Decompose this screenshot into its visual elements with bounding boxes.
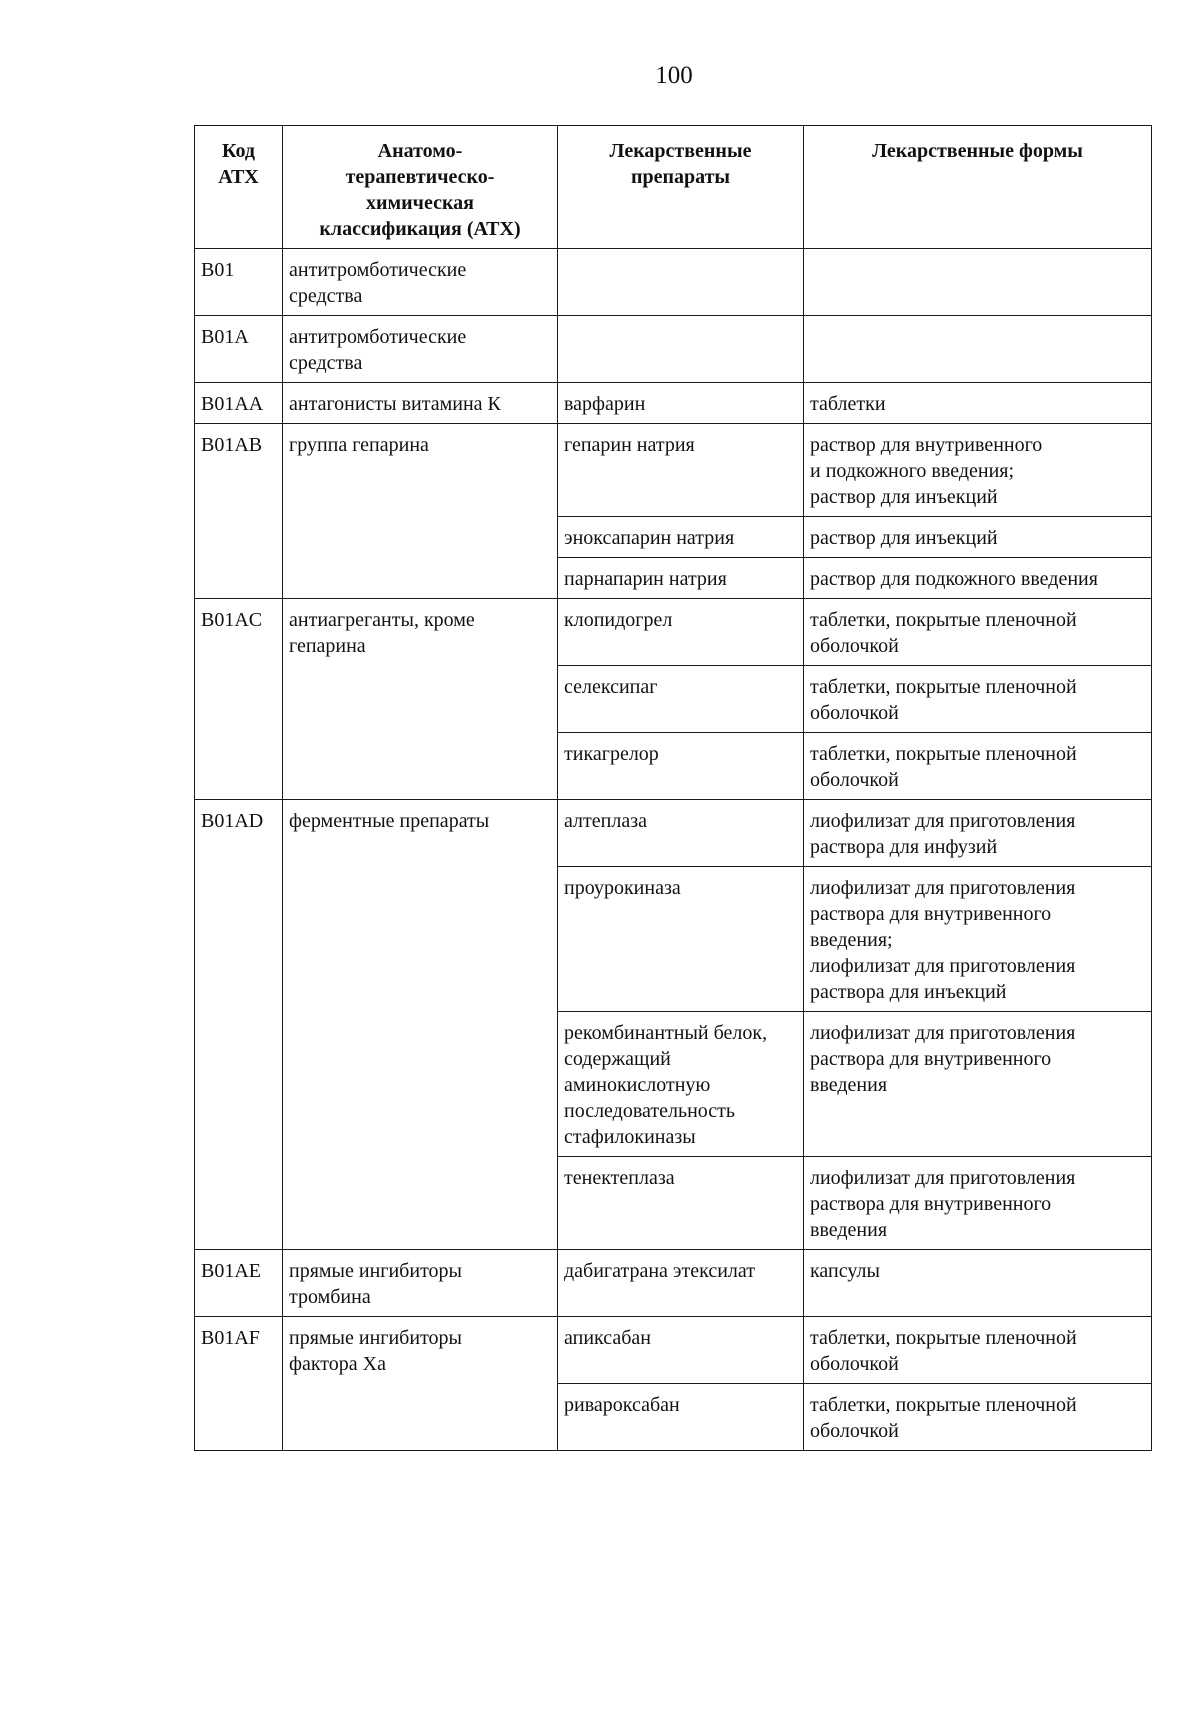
dosage-form-line: лиофилизат для приготовления — [810, 810, 1076, 832]
header-drugs — [558, 126, 804, 249]
drug-name-line: рекомбинантный белок, — [564, 1022, 768, 1044]
dosage-form-line: лиофилизат для приготовления — [810, 955, 1076, 977]
classification-cell — [283, 1250, 558, 1317]
atx-code-cell: B01A — [195, 316, 283, 383]
header-forms — [804, 126, 1152, 249]
table-row — [195, 1317, 1152, 1384]
dosage-form-line: оболочкой — [810, 1353, 899, 1375]
classification-line: группа гепарина — [289, 434, 429, 456]
dosage-form-line: раствора для внутривенного — [810, 903, 1052, 925]
dosage-form-cell — [804, 800, 1152, 867]
dosage-form-line: лиофилизат для приготовления — [810, 1167, 1076, 1189]
dosage-form-line: раствор для подкожного введения — [810, 568, 1098, 590]
table-body — [195, 249, 1152, 1451]
dosage-form-cell — [804, 867, 1152, 1012]
header-line: Анатомо- — [377, 140, 463, 162]
header-classification — [283, 126, 558, 249]
drug-name-cell — [558, 517, 804, 558]
dosage-form-cell — [804, 1250, 1152, 1317]
atx-code-cell: B01AA — [195, 383, 283, 424]
atx-code-cell: B01AF — [195, 1317, 283, 1451]
dosage-form-line: лиофилизат для приготовления — [810, 877, 1076, 899]
dosage-form-line: раствор для инъекций — [810, 486, 998, 508]
classification-cell — [283, 800, 558, 1250]
dosage-form-cell — [804, 558, 1152, 599]
header-line: АТХ — [218, 166, 259, 188]
table-row — [195, 316, 1152, 383]
dosage-form-cell — [804, 316, 1152, 383]
classification-cell — [283, 599, 558, 800]
table-row — [195, 383, 1152, 424]
table-row — [195, 1250, 1152, 1317]
dosage-form-line: лиофилизат для приготовления — [810, 1022, 1076, 1044]
dosage-form-cell — [804, 1012, 1152, 1157]
classification-line: тромбина — [289, 1286, 371, 1308]
drug-name-cell — [558, 666, 804, 733]
atx-code-cell: B01AE — [195, 1250, 283, 1317]
drug-name-line: тенектеплаза — [564, 1167, 675, 1189]
drug-name-line: стафилокиназы — [564, 1126, 696, 1148]
dosage-form-line: таблетки, покрытые пленочной — [810, 1327, 1077, 1349]
table-row — [195, 249, 1152, 316]
drug-name-cell — [558, 558, 804, 599]
dosage-form-cell — [804, 733, 1152, 800]
drug-name-line: алтеплаза — [564, 810, 647, 832]
classification-cell — [283, 383, 558, 424]
drug-name-line: содержащий — [564, 1048, 671, 1070]
drug-name-cell — [558, 733, 804, 800]
drug-name-line: гепарин натрия — [564, 434, 695, 456]
drug-name-line: ривароксабан — [564, 1394, 680, 1416]
table-row — [195, 800, 1152, 867]
dosage-form-line: и подкожного введения; — [810, 460, 1015, 482]
atx-code-cell: B01 — [195, 249, 283, 316]
classification-cell — [283, 424, 558, 599]
dosage-form-line: таблетки, покрытые пленочной — [810, 676, 1077, 698]
dosage-form-line: раствор для внутривенного — [810, 434, 1043, 456]
dosage-form-cell — [804, 599, 1152, 666]
classification-line: средства — [289, 285, 363, 307]
header-code — [195, 126, 283, 249]
dosage-form-cell — [804, 517, 1152, 558]
classification-cell — [283, 316, 558, 383]
classification-line: антитромботические — [289, 259, 467, 281]
drug-name-line: эноксапарин натрия — [564, 527, 735, 549]
drug-name-line: последовательность — [564, 1100, 736, 1122]
dosage-form-line: раствор для инъекций — [810, 527, 998, 549]
drug-name-cell — [558, 316, 804, 383]
dosage-form-cell — [804, 249, 1152, 316]
header-line: Лекарственные формы — [872, 140, 1083, 162]
dosage-form-line: таблетки, покрытые пленочной — [810, 743, 1077, 765]
drug-name-cell — [558, 249, 804, 316]
dosage-form-line: раствора для внутривенного — [810, 1048, 1052, 1070]
dosage-form-cell — [804, 1157, 1152, 1250]
dosage-form-cell — [804, 383, 1152, 424]
dosage-form-line: раствора для инъекций — [810, 981, 1007, 1003]
drug-name-line: варфарин — [564, 393, 646, 415]
dosage-form-line: таблетки — [810, 393, 886, 415]
drug-name-cell — [558, 599, 804, 666]
drug-name-cell — [558, 1250, 804, 1317]
classification-cell — [283, 249, 558, 316]
header-line: классификация (АТХ) — [319, 218, 521, 240]
drug-name-cell — [558, 867, 804, 1012]
dosage-form-line: оболочкой — [810, 702, 899, 724]
dosage-form-line: раствора для инфузий — [810, 836, 998, 858]
atx-table — [194, 125, 1152, 1451]
dosage-form-cell — [804, 666, 1152, 733]
atx-code-cell: B01AC — [195, 599, 283, 800]
drug-name-cell — [558, 1012, 804, 1157]
classification-line: прямые ингибиторы — [289, 1260, 462, 1282]
header-line: Код — [221, 140, 256, 162]
header-line: химическая — [366, 192, 474, 214]
dosage-form-line: введения — [810, 1074, 888, 1096]
drug-name-cell — [558, 1384, 804, 1451]
header-line: терапевтическо- — [345, 166, 495, 188]
dosage-form-line: введения — [810, 1219, 888, 1241]
drug-name-line: апиксабан — [564, 1327, 651, 1349]
classification-line: средства — [289, 352, 363, 374]
drug-name-line: дабигатрана этексилат — [564, 1260, 756, 1282]
atx-code-cell: B01AB — [195, 424, 283, 599]
dosage-form-cell — [804, 424, 1152, 517]
classification-line: ферментные препараты — [289, 810, 490, 832]
dosage-form-line: таблетки, покрытые пленочной — [810, 609, 1077, 631]
header-line: препараты — [630, 166, 731, 188]
dosage-form-line: оболочкой — [810, 769, 899, 791]
drug-name-line: парнапарин натрия — [564, 568, 727, 590]
classification-line: прямые ингибиторы — [289, 1327, 462, 1349]
dosage-form-line: таблетки, покрытые пленочной — [810, 1394, 1077, 1416]
classification-line: антиагреганты, кроме — [289, 609, 475, 631]
page-number: 100 — [655, 62, 693, 89]
dosage-form-line: оболочкой — [810, 635, 899, 657]
classification-cell — [283, 1317, 558, 1451]
classification-line: фактора Ха — [289, 1353, 386, 1375]
classification-line: антитромботические — [289, 326, 467, 348]
atx-code-cell: B01AD — [195, 800, 283, 1250]
table-header-row — [195, 126, 1152, 249]
drug-name-cell — [558, 1157, 804, 1250]
drug-name-cell — [558, 1317, 804, 1384]
dosage-form-cell — [804, 1317, 1152, 1384]
drug-name-line: проурокиназа — [564, 877, 681, 899]
dosage-form-cell — [804, 1384, 1152, 1451]
drug-name-line: аминокислотную — [564, 1074, 711, 1096]
dosage-form-line: введения; — [810, 929, 893, 951]
header-line: Лекарственные — [609, 140, 752, 162]
dosage-form-line: капсулы — [810, 1260, 880, 1282]
drug-name-cell — [558, 383, 804, 424]
classification-line: гепарина — [289, 635, 366, 657]
dosage-form-line: оболочкой — [810, 1420, 899, 1442]
table-row — [195, 424, 1152, 517]
drug-name-line: селексипаг — [564, 676, 658, 698]
table-row — [195, 599, 1152, 666]
drug-name-cell — [558, 424, 804, 517]
dosage-form-line: раствора для внутривенного — [810, 1193, 1052, 1215]
classification-line: антагонисты витамина К — [289, 393, 501, 415]
drug-name-line: тикагрелор — [564, 743, 659, 765]
drug-name-cell — [558, 800, 804, 867]
drug-name-line: клопидогрел — [564, 609, 673, 631]
